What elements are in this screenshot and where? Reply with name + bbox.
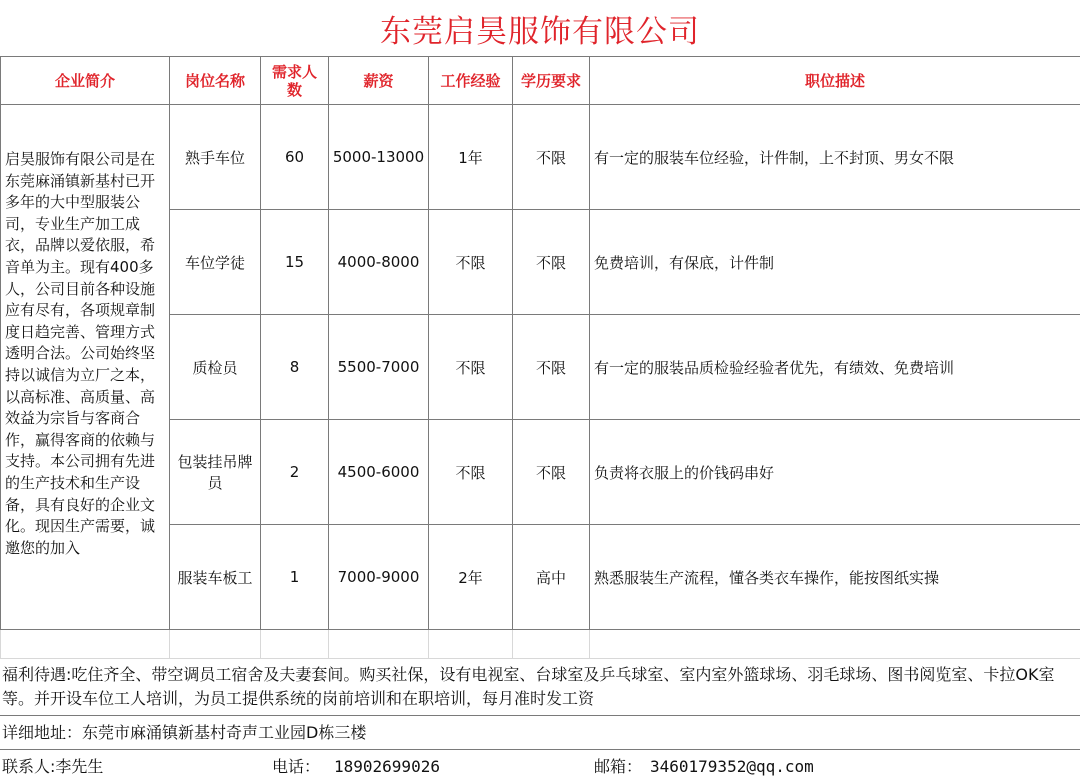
job-salary: 5500-7000 bbox=[329, 315, 429, 420]
welfare-text: 福利待遇:吃住齐全、带空调员工宿舍及夫妻套间。购买社保，设有电视室、台球室及乒乓球室、室内室外篮球场、羽毛球场、图书阅览室、卡拉OK室等。并开设车位工人培训，为员工提供系统的岗前培训和在职培训，每月准时发工资 bbox=[0, 658, 1080, 716]
job-count: 2 bbox=[261, 420, 329, 525]
job-education: 不限 bbox=[513, 315, 590, 420]
job-experience: 不限 bbox=[429, 315, 513, 420]
job-position: 熟手车位 bbox=[170, 105, 261, 210]
job-salary: 4500-6000 bbox=[329, 420, 429, 525]
header-count: 需求人数 bbox=[261, 57, 329, 105]
header-salary: 薪资 bbox=[329, 57, 429, 105]
job-description: 负责将衣服上的价钱码串好 bbox=[590, 420, 1080, 525]
address-text: 详细地址：东莞市麻涌镇新基村奇声工业园D栋三楼 bbox=[0, 716, 1080, 750]
job-salary: 7000-9000 bbox=[329, 525, 429, 630]
company-title: 东莞启昊服饰有限公司 bbox=[380, 13, 700, 50]
company-intro: 启昊服饰有限公司是在东莞麻涌镇新基村已开多年的大中型服装公司，专业生产加工成衣，品牌以爱依服，希音单为主。现有400多人，公司目前各种设施应有尽有，各项规章制度日趋完善、管理方式透明合法。公司始终坚持以诚信为立厂之本，以高标准、高质量、高效益为宗旨与客商合作，赢得客商的依赖与支持。本公司拥有先进的生产技术和生产设备，具有良好的企业文化。现因生产需要，诚邀您的加入 bbox=[1, 105, 170, 630]
job-experience: 不限 bbox=[429, 420, 513, 525]
job-salary: 5000-13000 bbox=[329, 105, 429, 210]
header-description: 职位描述 bbox=[590, 57, 1080, 105]
job-education: 高中 bbox=[513, 525, 590, 630]
job-experience: 不限 bbox=[429, 210, 513, 315]
job-experience: 1年 bbox=[429, 105, 513, 210]
job-education: 不限 bbox=[513, 210, 590, 315]
email-label: 邮箱： bbox=[594, 757, 643, 776]
header-row bbox=[1, 57, 1080, 105]
job-description: 有一定的服装车位经验，计件制，上不封顶、男女不限 bbox=[590, 105, 1080, 210]
job-position: 车位学徒 bbox=[170, 210, 261, 315]
job-description: 免费培训，有保底，计件制 bbox=[590, 210, 1080, 315]
header-position: 岗位名称 bbox=[170, 57, 261, 105]
table-row bbox=[1, 105, 1080, 210]
contact-person: 联系人:李先生 bbox=[2, 757, 104, 776]
blank-row bbox=[1, 630, 1080, 659]
phone-label: 电话： bbox=[272, 757, 321, 776]
job-education: 不限 bbox=[513, 105, 590, 210]
job-count: 60 bbox=[261, 105, 329, 210]
header-education: 学历要求 bbox=[513, 57, 590, 105]
job-description: 熟悉服装生产流程，懂各类衣车操作，能按图纸实操 bbox=[590, 525, 1080, 630]
header-experience: 工作经验 bbox=[429, 57, 513, 105]
contact-line bbox=[0, 750, 1080, 783]
jobs-table bbox=[0, 56, 1080, 659]
job-position: 服装车板工 bbox=[170, 525, 261, 630]
job-count: 1 bbox=[261, 525, 329, 630]
job-experience: 2年 bbox=[429, 525, 513, 630]
job-position: 包装挂吊牌员 bbox=[170, 420, 261, 525]
email-address: 3460179352@qq.com bbox=[650, 757, 814, 776]
job-description: 有一定的服装品质检验经验者优先，有绩效、免费培训 bbox=[590, 315, 1080, 420]
job-count: 15 bbox=[261, 210, 329, 315]
job-education: 不限 bbox=[513, 420, 590, 525]
header-intro: 企业简介 bbox=[1, 57, 170, 105]
job-position: 质检员 bbox=[170, 315, 261, 420]
job-salary: 4000-8000 bbox=[329, 210, 429, 315]
job-count: 8 bbox=[261, 315, 329, 420]
phone-number: 18902699026 bbox=[334, 757, 440, 776]
